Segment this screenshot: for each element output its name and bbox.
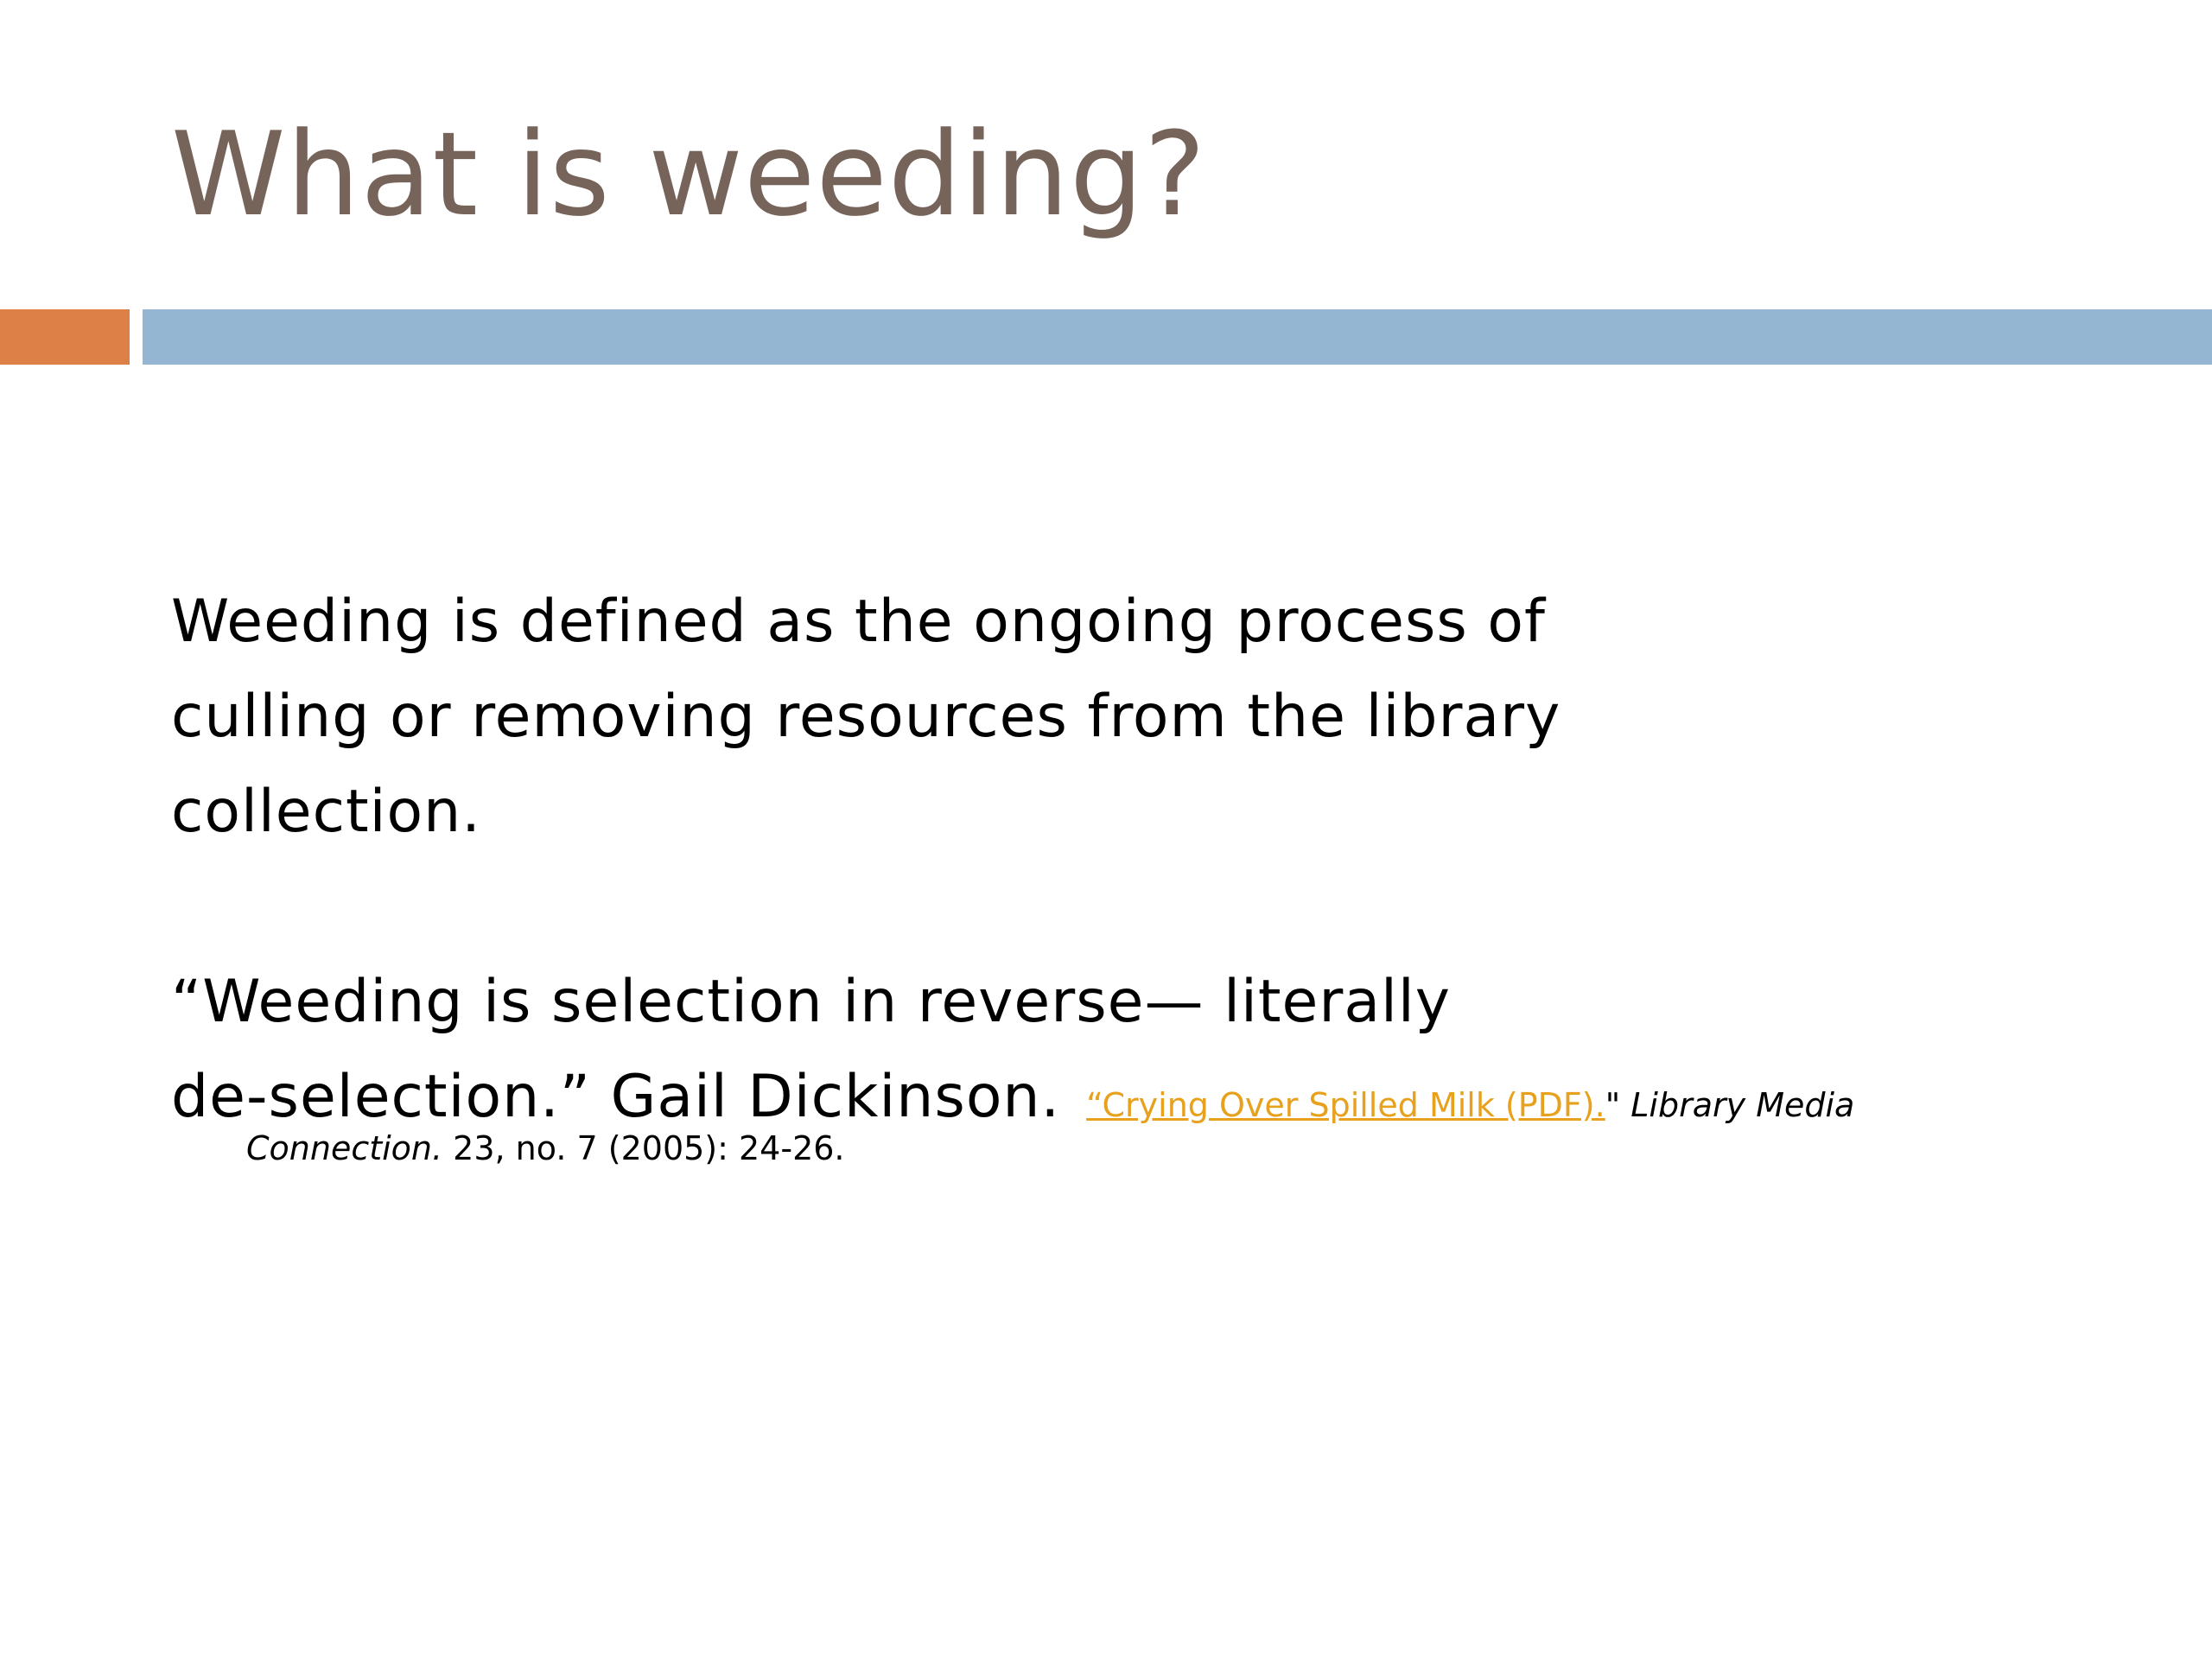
- quote-block: [171, 955, 2158, 1153]
- citation-journal-part1: Library Media: [1630, 1086, 1855, 1124]
- slide-title: What is weeding?: [171, 107, 1207, 242]
- citation-journal-part2: Connection.: [246, 1129, 443, 1167]
- citation-link[interactable]: “Crying Over Spilled Milk (PDF).: [1086, 1086, 1605, 1124]
- citation-line-2: [246, 1129, 845, 1167]
- definition-text: Weeding is defined as the ongoing process of culling or removing resources from the library collection.: [171, 588, 1561, 846]
- quote-attribution: de-selection.” Gail Dickinson.: [171, 1063, 1061, 1131]
- citation-quote-mark: ": [1605, 1086, 1631, 1124]
- accent-bar-orange: [0, 309, 130, 365]
- citation-details: 23, no. 7 (2005): 24-26.: [442, 1129, 845, 1167]
- accent-bar-blue: [143, 309, 2212, 365]
- quote-line-1: “Weeding is selection in reverse— literally: [171, 968, 1452, 1036]
